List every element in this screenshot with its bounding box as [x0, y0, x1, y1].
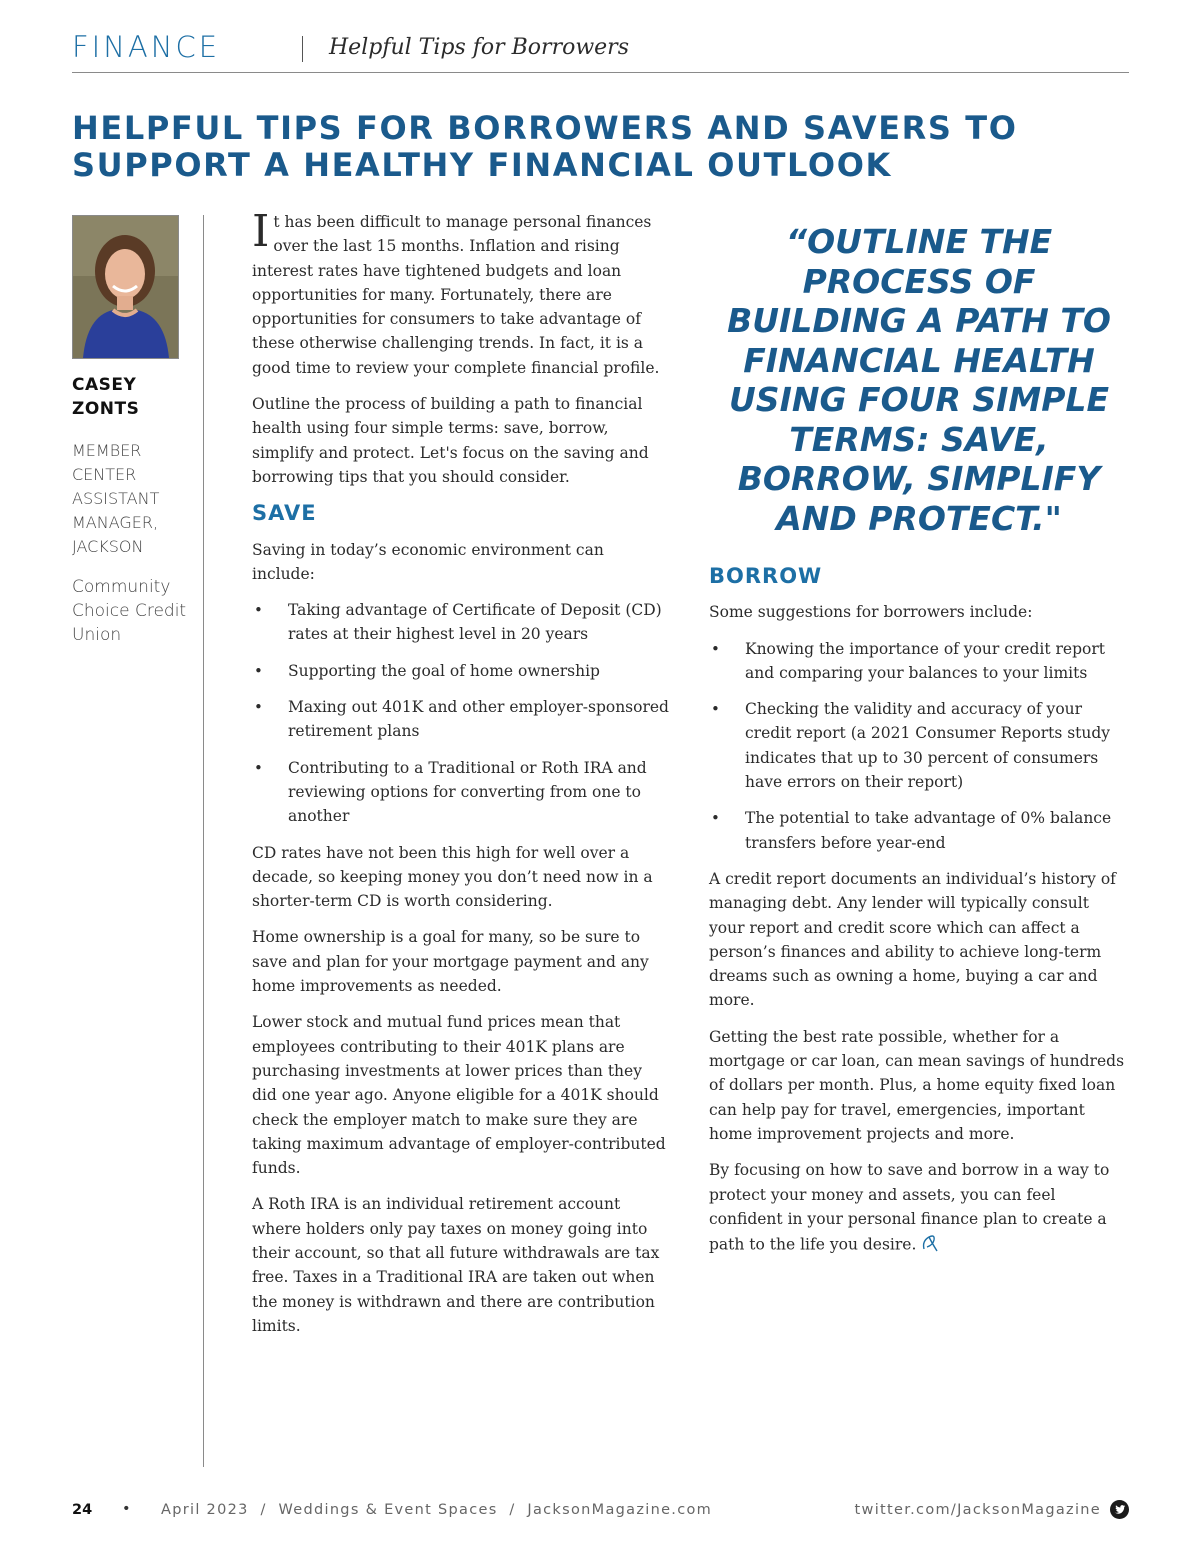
bullet-icon: • — [711, 639, 720, 658]
author-title-line: MEMBER — [72, 441, 142, 460]
bullet-icon: • — [711, 700, 720, 719]
save-bullet-list — [252, 598, 670, 828]
drop-cap: I — [252, 206, 270, 257]
closing-text: By focusing on how to save and borrow in a way to protect your money and assets, you can feel confident in your personal finance plan to create a path to the life you desire. — [709, 1161, 1110, 1254]
bullet-icon: • — [254, 698, 263, 717]
borrow-heading: BORROW — [709, 564, 823, 588]
list-item — [709, 806, 1129, 855]
article-column-middle — [252, 206, 670, 1350]
author-title-line: CENTER — [72, 465, 137, 484]
article-column-right — [709, 222, 1129, 1272]
author-org-line: Choice Credit — [72, 601, 187, 621]
body-paragraph: Home ownership is a goal for many, so be sure to save and plan for your mortgage payment and any home improvements as needed. — [252, 928, 649, 996]
author-portrait-icon — [73, 216, 178, 358]
save-lead: Saving in today’s economic environment can include: — [252, 540, 604, 583]
author-org-line: Community — [72, 577, 171, 597]
page-footer — [72, 1502, 1129, 1526]
body-paragraph: A credit report documents an individual’s history of managing debt. Any lender will typically consult your report and credit score which can affect a person’s finances and ability to achieve long-term dreams such as owning a home, buying a car and more. — [709, 869, 1116, 1010]
signature-mark-icon — [920, 1231, 940, 1260]
bullet-icon: • — [711, 809, 720, 828]
list-item — [252, 756, 670, 829]
pull-quote: “OUTLINE THE PROCESS OF BUILDING A PATH TO FINANCIAL HEALTH USING FOUR SIMPLE TERMS: SAVE, BORROW, SIMPLIFY AND PROTECT." — [727, 222, 1111, 538]
author-first-name: CASEY — [72, 375, 137, 395]
author-info — [72, 373, 202, 647]
author-name — [72, 373, 202, 421]
list-item-text: Contributing to a Traditional or Roth IRA and reviewing options for converting from one to another — [288, 758, 647, 826]
column-divider — [203, 215, 204, 1467]
footer-bullet: • — [122, 1501, 132, 1517]
header-subtitle: Helpful Tips for Borrowers — [329, 35, 629, 60]
body-paragraph: CD rates have not been this high for well over a decade, so keeping money you don’t need now in a shorter-term CD is worth considering. — [252, 843, 653, 911]
bullet-icon: • — [254, 661, 263, 680]
article-headline: HELPFUL TIPS FOR BORROWERS AND SAVERS TO SUPPORT A HEALTHY FINANCIAL OUTLOOK — [72, 109, 1018, 184]
bullet-icon: • — [254, 601, 263, 620]
list-item-text: Supporting the goal of home ownership — [288, 661, 600, 680]
header-divider — [302, 36, 303, 62]
borrow-bullet-list — [709, 637, 1129, 855]
author-photo — [72, 215, 179, 359]
closing-paragraph — [709, 1158, 1129, 1260]
list-item-text: The potential to take advantage of 0% balance transfers before year-end — [745, 809, 1112, 852]
section-label: FINANCE — [72, 30, 221, 64]
body-paragraph: Getting the best rate possible, whether for a mortgage or car loan, can mean savings of hundreds of dollars per month. Plus, a home equity fixed loan can help pay for travel, emergencies, important home improvement projects and more. — [709, 1027, 1125, 1143]
social-link[interactable]: twitter.com/JacksonMagazine — [854, 1502, 1101, 1518]
author-title — [72, 439, 202, 559]
list-item — [709, 697, 1129, 794]
list-item-text: Maxing out 401K and other employer-sponsored retirement plans — [288, 698, 669, 741]
list-item-text: Taking advantage of Certificate of Deposit (CD) rates at their highest level in 20 years — [288, 601, 662, 644]
page-header — [72, 30, 1129, 73]
list-item — [252, 598, 670, 647]
author-last-name: ZONTS — [72, 399, 140, 419]
issue-info: April 2023 / Weddings & Event Spaces / JacksonMagazine.com — [161, 1502, 713, 1518]
author-title-line: MANAGER, — [72, 513, 159, 532]
author-organization — [72, 575, 202, 647]
list-item — [709, 637, 1129, 686]
author-org-line: Union — [72, 625, 122, 645]
author-title-line: JACKSON — [72, 537, 144, 556]
borrow-lead: Some suggestions for borrowers include: — [709, 603, 1033, 622]
save-heading: SAVE — [252, 501, 317, 526]
list-item-text: Checking the validity and accuracy of your credit report (a 2021 Consumer Reports study indicates that up to 30 percent of consumers have errors on their report) — [745, 700, 1111, 792]
author-title-line: ASSISTANT — [72, 489, 160, 508]
intro-paragraph — [252, 206, 670, 380]
list-item — [252, 659, 670, 683]
bullet-icon: • — [254, 758, 263, 777]
list-item-text: Knowing the importance of your credit report and comparing your balances to your limits — [745, 639, 1105, 682]
page-number: 24 — [72, 1502, 93, 1518]
list-item — [252, 695, 670, 744]
twitter-bird-icon[interactable] — [1110, 1500, 1129, 1519]
body-paragraph: A Roth IRA is an individual retirement account where holders only pay taxes on money going into their account, so that all future withdrawals are tax free. Taxes in a Traditional IRA are taken out when the money is withdrawn and there are contribution limits. — [252, 1195, 660, 1335]
intro-paragraph-2: Outline the process of building a path to financial health using four simple terms: save, borrow, simplify and protect. Let's focus on the saving and borrowing tips that you should consider. — [252, 395, 649, 486]
intro-text: t has been difficult to manage personal finances over the last 15 months. Inflation and rising interest rates have tightened budgets and loan opportunities for many. Fortunately, there are opportunities for consumers to take advantage of these otherwise challenging trends. In fact, it is a good time to review your complete financial profile. — [252, 213, 660, 377]
body-paragraph: Lower stock and mutual fund prices mean that employees contributing to their 401K plans are purchasing investments at lower prices than they did one year ago. Anyone eligible for a 401K should check the employer match to make sure they are taking maximum advantage of employer-contributed funds. — [252, 1013, 666, 1178]
